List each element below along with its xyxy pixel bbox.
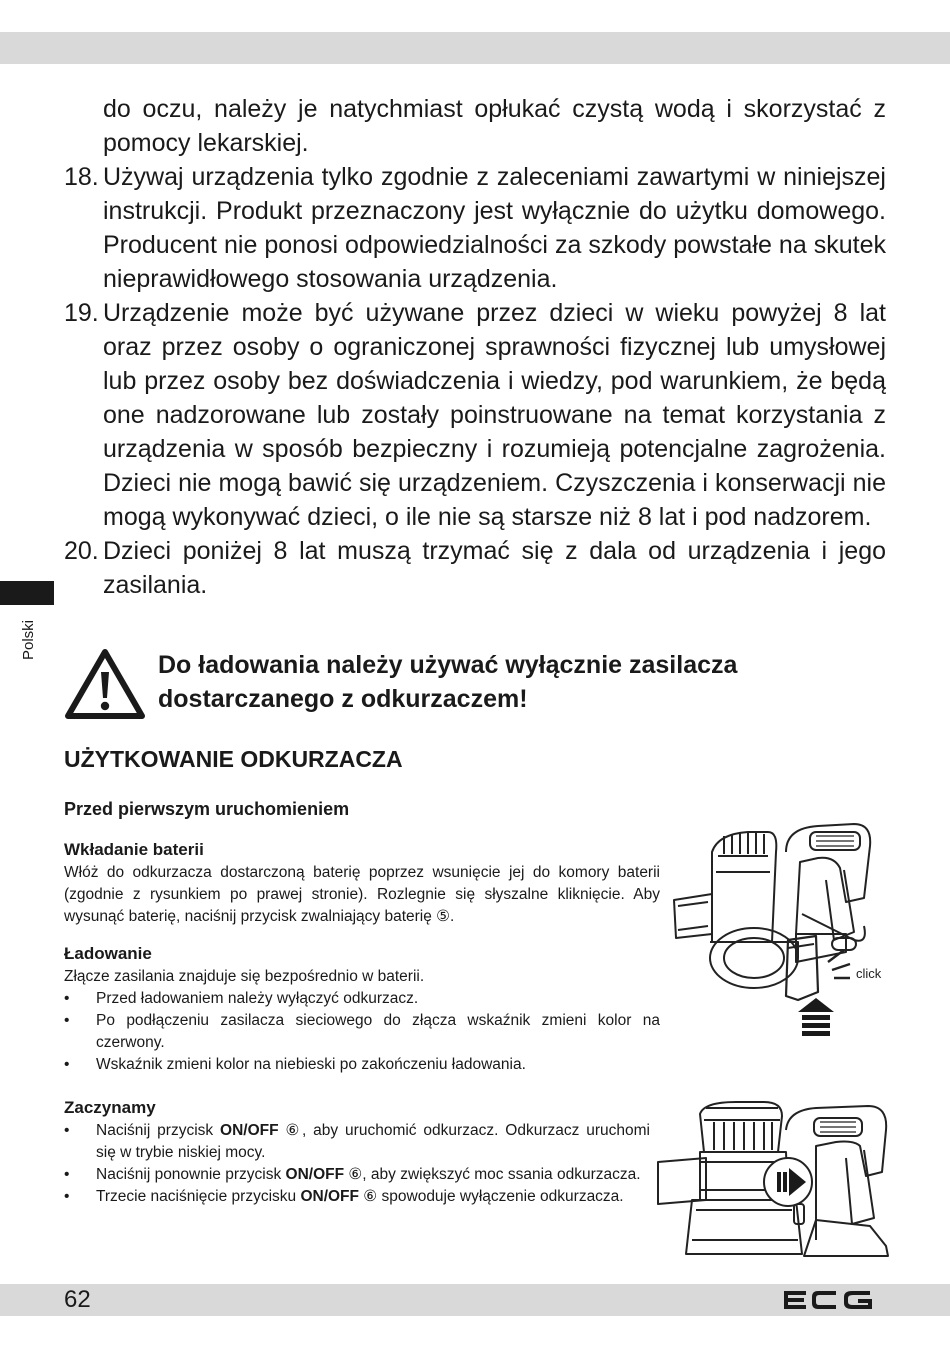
power-arrow-icon <box>764 1158 812 1206</box>
charging-section <box>64 942 660 1076</box>
charging-list <box>64 988 660 1076</box>
list-item <box>64 1120 650 1164</box>
bullet-text: ⑥, aby zwiększyć moc ssania odkurzacza. <box>344 1166 641 1183</box>
bullet-text: ⑥, aby uruchomić odkurzacz. Odkurzacz uruchomi się w trybie niskiej mocy. <box>96 1122 650 1161</box>
list-item-number: 19. <box>64 299 99 327</box>
bullet-bold: ON/OFF <box>300 1188 359 1205</box>
battery-section <box>64 838 660 928</box>
warning-box <box>64 648 864 722</box>
bullet-text: ⑥ spowoduje wyłączenie odkurzacza. <box>359 1188 624 1205</box>
charging-text: Złącze zasilania znajduje się bezpośrednio w baterii. <box>64 968 425 985</box>
click-label: click <box>856 966 882 981</box>
bullet-text: Naciśnij ponownie przycisk <box>96 1166 286 1183</box>
list-item-text: Używaj urządzenia tylko zgodnie z zaleceniami zawartymi w niniejszej instrukcji. Produkt przeznaczony jest wyłącznie do użytku domowego. Producent nie ponosi odpowiedzialności za szkody powstałe na skutek nieprawidłowego stosowania urządzenia. <box>103 163 886 293</box>
start-title: Zaczynamy <box>64 1098 156 1117</box>
list-item-continuation <box>64 92 886 160</box>
battery-text: Włóż do odkurzacza dostarczoną baterię poprzez wsunięcie jej do komory baterii (zgodnie z rysunkiem po prawej stronie). Rozlegnie się słyszalne kliknięcie. Aby wysunąć baterię, naciśnij przycisk zwalniający baterię ⑤. <box>64 864 660 925</box>
bullet-text: Naciśnij przycisk <box>96 1122 221 1139</box>
subsection-heading: Przed pierwszym uruchomieniem <box>64 799 350 819</box>
list-item-text: Dzieci poniżej 8 lat muszą trzymać się z dala od urządzenia i jego zasilania. <box>103 537 886 599</box>
list-item <box>64 1164 650 1186</box>
ecg-logo <box>782 1289 874 1311</box>
arrow-up-icon <box>798 998 834 1036</box>
list-item-18 <box>64 160 886 296</box>
language-label: Polski <box>20 619 37 660</box>
warning-triangle-icon <box>64 648 146 720</box>
page-number: 62 <box>64 1286 91 1313</box>
list-item: • Przed ładowaniem należy wyłączyć odkurzacz. <box>64 988 660 1010</box>
list-item <box>64 1186 650 1208</box>
list-item: • Wskaźnik zmieni kolor na niebieski po zakończeniu ładowania. <box>64 1054 660 1076</box>
list-item-text: do oczu, należy je natychmiast opłukać czystą wodą i skorzystać z pomocy lekarskiej. <box>103 95 886 157</box>
section-heading: UŻYTKOWANIE ODKURZACZA <box>64 746 403 772</box>
bullet-bold: ON/OFF <box>220 1122 279 1139</box>
language-tab <box>0 581 54 605</box>
list-item-number: 18. <box>64 163 99 191</box>
bullet-bold: ON/OFF <box>285 1166 345 1183</box>
charging-title: Ładowanie <box>64 944 152 963</box>
warning-text: Do ładowania należy używać wyłącznie zasilacza dostarczanego z odkurzaczem! <box>158 651 738 713</box>
battery-title: Wkładanie baterii <box>64 840 204 859</box>
safety-list <box>64 92 886 602</box>
list-item: • Po podłączeniu zasilacza sieciowego do złącza wskaźnik zmieni kolor na czerwony. <box>64 1010 660 1054</box>
header-bar <box>0 32 950 64</box>
list-item-20 <box>64 534 886 602</box>
list-item-text: Urządzenie może być używane przez dzieci w wieku powyżej 8 lat oraz przez osoby o ograniczonej sprawności fizycznej lub umysłowej lub przez osoby bez doświadczenia i wiedzy, pod warunkiem, że będą one nadzorowane lub zostały poinstruowane na temat korzystania z urządzenia w sposób bezpieczny i rozumieją potencjalne zagrożenia. Dzieci nie mogą bawić się urządzeniem. Czyszczenia i konserwacji nie mogą wykonywać dzieci, o ile nie są starsze niż 8 lat i pod nadzorem. <box>103 299 886 531</box>
start-list <box>64 1120 650 1208</box>
list-item-19 <box>64 296 886 534</box>
list-item-number: 20. <box>64 537 99 565</box>
vacuum-power-illustration <box>656 1100 892 1262</box>
battery-insert-illustration <box>668 822 892 1040</box>
start-section <box>64 1096 650 1208</box>
bullet-text: Trzecie naciśnięcie przycisku <box>96 1188 301 1205</box>
